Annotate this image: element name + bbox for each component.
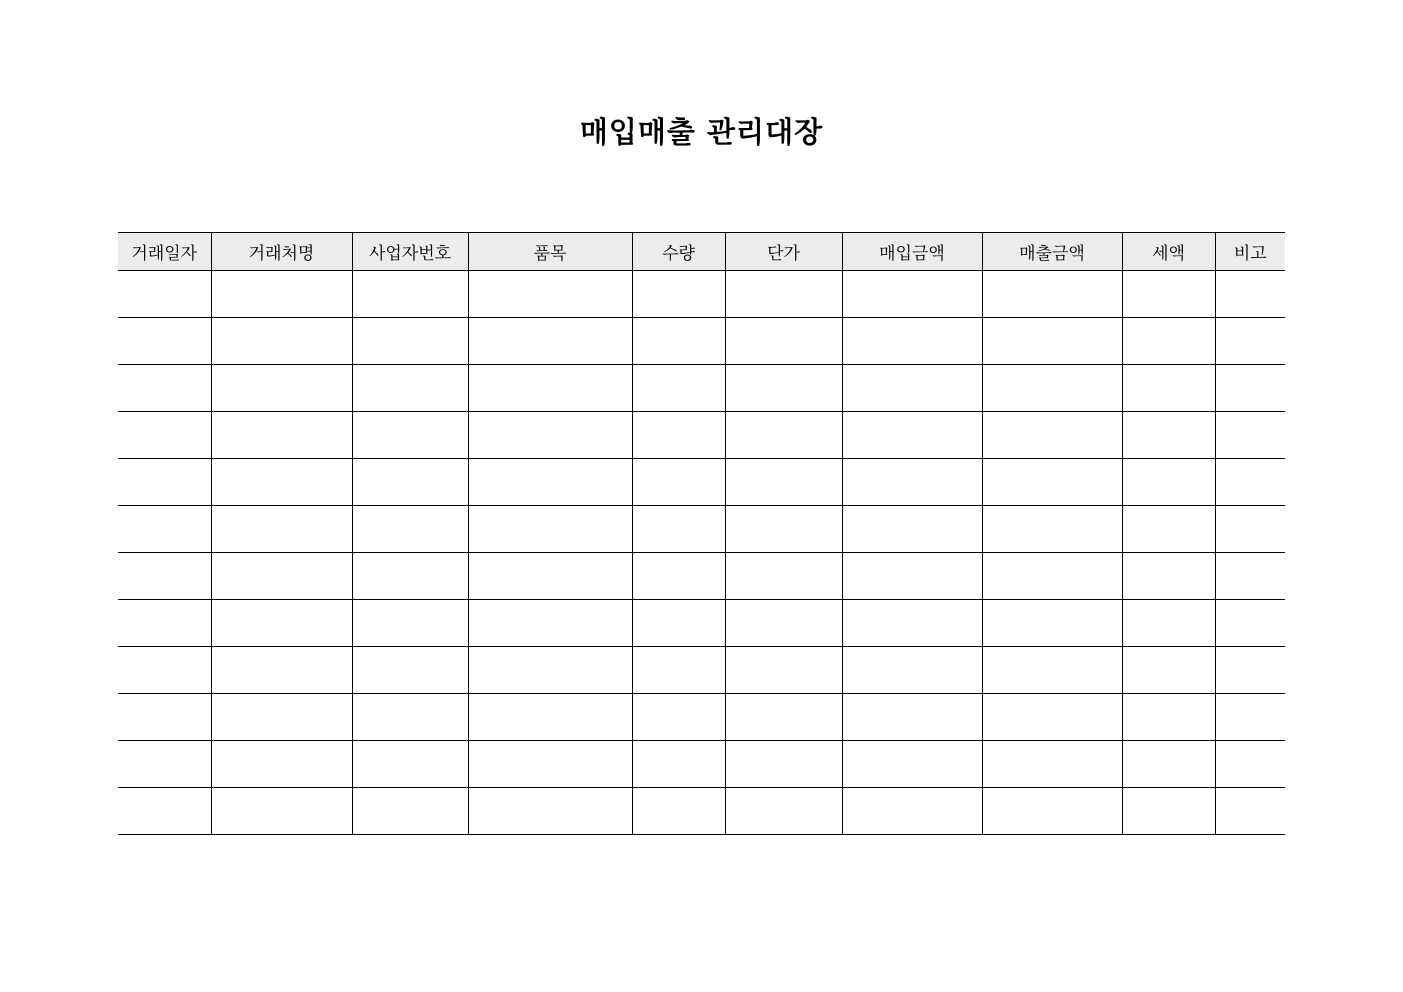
- table-cell[interactable]: [982, 506, 1122, 553]
- table-cell[interactable]: [118, 412, 211, 459]
- table-cell[interactable]: [118, 506, 211, 553]
- table-cell[interactable]: [211, 647, 352, 694]
- column-header-item: 품목: [468, 233, 632, 271]
- table-cell[interactable]: [1122, 788, 1215, 835]
- table-cell[interactable]: [842, 647, 982, 694]
- table-row: [118, 741, 1285, 788]
- table-cell[interactable]: [982, 553, 1122, 600]
- table-cell[interactable]: [982, 741, 1122, 788]
- table-cell[interactable]: [118, 459, 211, 506]
- table-cell[interactable]: [1215, 459, 1285, 506]
- table-cell[interactable]: [842, 318, 982, 365]
- table-body: [118, 271, 1285, 835]
- table-cell[interactable]: [118, 271, 211, 318]
- table-cell[interactable]: [468, 412, 632, 459]
- table-cell[interactable]: [982, 459, 1122, 506]
- table-cell[interactable]: [468, 271, 632, 318]
- table-row: [118, 600, 1285, 647]
- table-cell[interactable]: [1215, 365, 1285, 412]
- table-row: [118, 365, 1285, 412]
- table-cell[interactable]: [1215, 553, 1285, 600]
- table-cell[interactable]: [842, 459, 982, 506]
- table-row: [118, 506, 1285, 553]
- table-cell[interactable]: [1215, 600, 1285, 647]
- table-cell[interactable]: [632, 600, 725, 647]
- table-cell[interactable]: [1215, 647, 1285, 694]
- table-cell[interactable]: [725, 741, 842, 788]
- table-row: [118, 318, 1285, 365]
- table-cell[interactable]: [982, 788, 1122, 835]
- table-cell[interactable]: [211, 318, 352, 365]
- table-cell[interactable]: [982, 412, 1122, 459]
- table-cell[interactable]: [632, 365, 725, 412]
- table-cell[interactable]: [468, 788, 632, 835]
- table-row: [118, 271, 1285, 318]
- table-cell[interactable]: [632, 506, 725, 553]
- table-cell[interactable]: [211, 553, 352, 600]
- table-cell[interactable]: [352, 788, 468, 835]
- table-cell[interactable]: [211, 271, 352, 318]
- table-cell[interactable]: [982, 600, 1122, 647]
- table-cell[interactable]: [632, 694, 725, 741]
- column-header-client-name: 거래처명: [211, 233, 352, 271]
- table-cell[interactable]: [1215, 506, 1285, 553]
- ledger-table: [118, 232, 1285, 835]
- column-header-tax-amount: 세액: [1122, 233, 1215, 271]
- column-header-unit-price: 단가: [725, 233, 842, 271]
- table-row: [118, 412, 1285, 459]
- table-cell[interactable]: [211, 741, 352, 788]
- table-cell[interactable]: [842, 412, 982, 459]
- table-cell[interactable]: [842, 365, 982, 412]
- table-cell[interactable]: [211, 365, 352, 412]
- table-cell[interactable]: [725, 506, 842, 553]
- column-header-sales-amount: 매출금액: [982, 233, 1122, 271]
- table-cell[interactable]: [725, 365, 842, 412]
- table-cell[interactable]: [632, 647, 725, 694]
- table-row: [118, 647, 1285, 694]
- header-row: [118, 233, 1285, 271]
- table-cell[interactable]: [1122, 741, 1215, 788]
- table-cell[interactable]: [352, 741, 468, 788]
- table-cell[interactable]: [352, 506, 468, 553]
- table-cell[interactable]: [468, 365, 632, 412]
- table-row: [118, 459, 1285, 506]
- table-cell[interactable]: [982, 647, 1122, 694]
- table-cell[interactable]: [1215, 788, 1285, 835]
- table-cell[interactable]: [1122, 318, 1215, 365]
- table-cell[interactable]: [352, 459, 468, 506]
- table-cell[interactable]: [468, 459, 632, 506]
- table-cell[interactable]: [982, 271, 1122, 318]
- table-cell[interactable]: [1122, 271, 1215, 318]
- column-header-quantity: 수량: [632, 233, 725, 271]
- table-cell[interactable]: [1122, 600, 1215, 647]
- column-header-purchase-amount: 매입금액: [842, 233, 982, 271]
- table-cell[interactable]: [118, 788, 211, 835]
- table-cell[interactable]: [352, 694, 468, 741]
- table-cell[interactable]: [1122, 506, 1215, 553]
- table-cell[interactable]: [1215, 318, 1285, 365]
- table-cell[interactable]: [118, 741, 211, 788]
- table-cell[interactable]: [1122, 412, 1215, 459]
- table-cell[interactable]: [211, 459, 352, 506]
- table-cell[interactable]: [1122, 553, 1215, 600]
- document-title: 매입매출 관리대장: [579, 115, 824, 149]
- table-cell[interactable]: [211, 412, 352, 459]
- table-cell[interactable]: [352, 271, 468, 318]
- table-cell[interactable]: [725, 318, 842, 365]
- table-cell[interactable]: [118, 318, 211, 365]
- table-cell[interactable]: [1215, 271, 1285, 318]
- table-cell[interactable]: [982, 365, 1122, 412]
- table-cell[interactable]: [1122, 459, 1215, 506]
- table-cell[interactable]: [632, 412, 725, 459]
- table-cell[interactable]: [1215, 694, 1285, 741]
- table-cell[interactable]: [982, 694, 1122, 741]
- table-cell[interactable]: [1215, 412, 1285, 459]
- table-cell[interactable]: [211, 506, 352, 553]
- table-cell[interactable]: [352, 412, 468, 459]
- table-cell[interactable]: [1122, 694, 1215, 741]
- table-cell[interactable]: [118, 694, 211, 741]
- table-cell[interactable]: [842, 741, 982, 788]
- table-cell[interactable]: [1122, 365, 1215, 412]
- table-cell[interactable]: [211, 694, 352, 741]
- table-cell[interactable]: [118, 553, 211, 600]
- table-cell[interactable]: [725, 694, 842, 741]
- table-cell[interactable]: [211, 788, 352, 835]
- table-cell[interactable]: [352, 365, 468, 412]
- table-cell[interactable]: [725, 412, 842, 459]
- table-cell[interactable]: [468, 553, 632, 600]
- table-cell[interactable]: [1215, 741, 1285, 788]
- table-row: [118, 788, 1285, 835]
- table-cell[interactable]: [468, 600, 632, 647]
- table-cell[interactable]: [725, 459, 842, 506]
- table-cell[interactable]: [468, 694, 632, 741]
- table-cell[interactable]: [842, 553, 982, 600]
- table-cell[interactable]: [1122, 647, 1215, 694]
- table-cell[interactable]: [632, 788, 725, 835]
- table-cell[interactable]: [725, 600, 842, 647]
- column-header-remarks: 비고: [1215, 233, 1285, 271]
- table-row: [118, 553, 1285, 600]
- table-cell[interactable]: [118, 600, 211, 647]
- table-cell[interactable]: [352, 647, 468, 694]
- table-cell[interactable]: [842, 506, 982, 553]
- column-header-transaction-date: 거래일자: [118, 233, 211, 271]
- table-cell[interactable]: [118, 647, 211, 694]
- table-cell[interactable]: [842, 600, 982, 647]
- table-cell[interactable]: [468, 647, 632, 694]
- table-cell[interactable]: [468, 741, 632, 788]
- table-cell[interactable]: [632, 553, 725, 600]
- table-cell[interactable]: [352, 553, 468, 600]
- table-cell[interactable]: [725, 788, 842, 835]
- table-cell[interactable]: [842, 271, 982, 318]
- table-cell[interactable]: [352, 600, 468, 647]
- table-row: [118, 694, 1285, 741]
- table-cell[interactable]: [725, 647, 842, 694]
- table-cell[interactable]: [632, 459, 725, 506]
- table-cell[interactable]: [632, 741, 725, 788]
- table-cell[interactable]: [118, 365, 211, 412]
- table-cell[interactable]: [352, 318, 468, 365]
- table-cell[interactable]: [468, 506, 632, 553]
- table-cell[interactable]: [725, 271, 842, 318]
- table-cell[interactable]: [632, 318, 725, 365]
- table-cell[interactable]: [632, 271, 725, 318]
- table-cell[interactable]: [982, 318, 1122, 365]
- table-cell[interactable]: [211, 600, 352, 647]
- table-cell[interactable]: [725, 553, 842, 600]
- column-header-business-number: 사업자번호: [352, 233, 468, 271]
- table-cell[interactable]: [842, 694, 982, 741]
- table-cell[interactable]: [468, 318, 632, 365]
- table-cell[interactable]: [842, 788, 982, 835]
